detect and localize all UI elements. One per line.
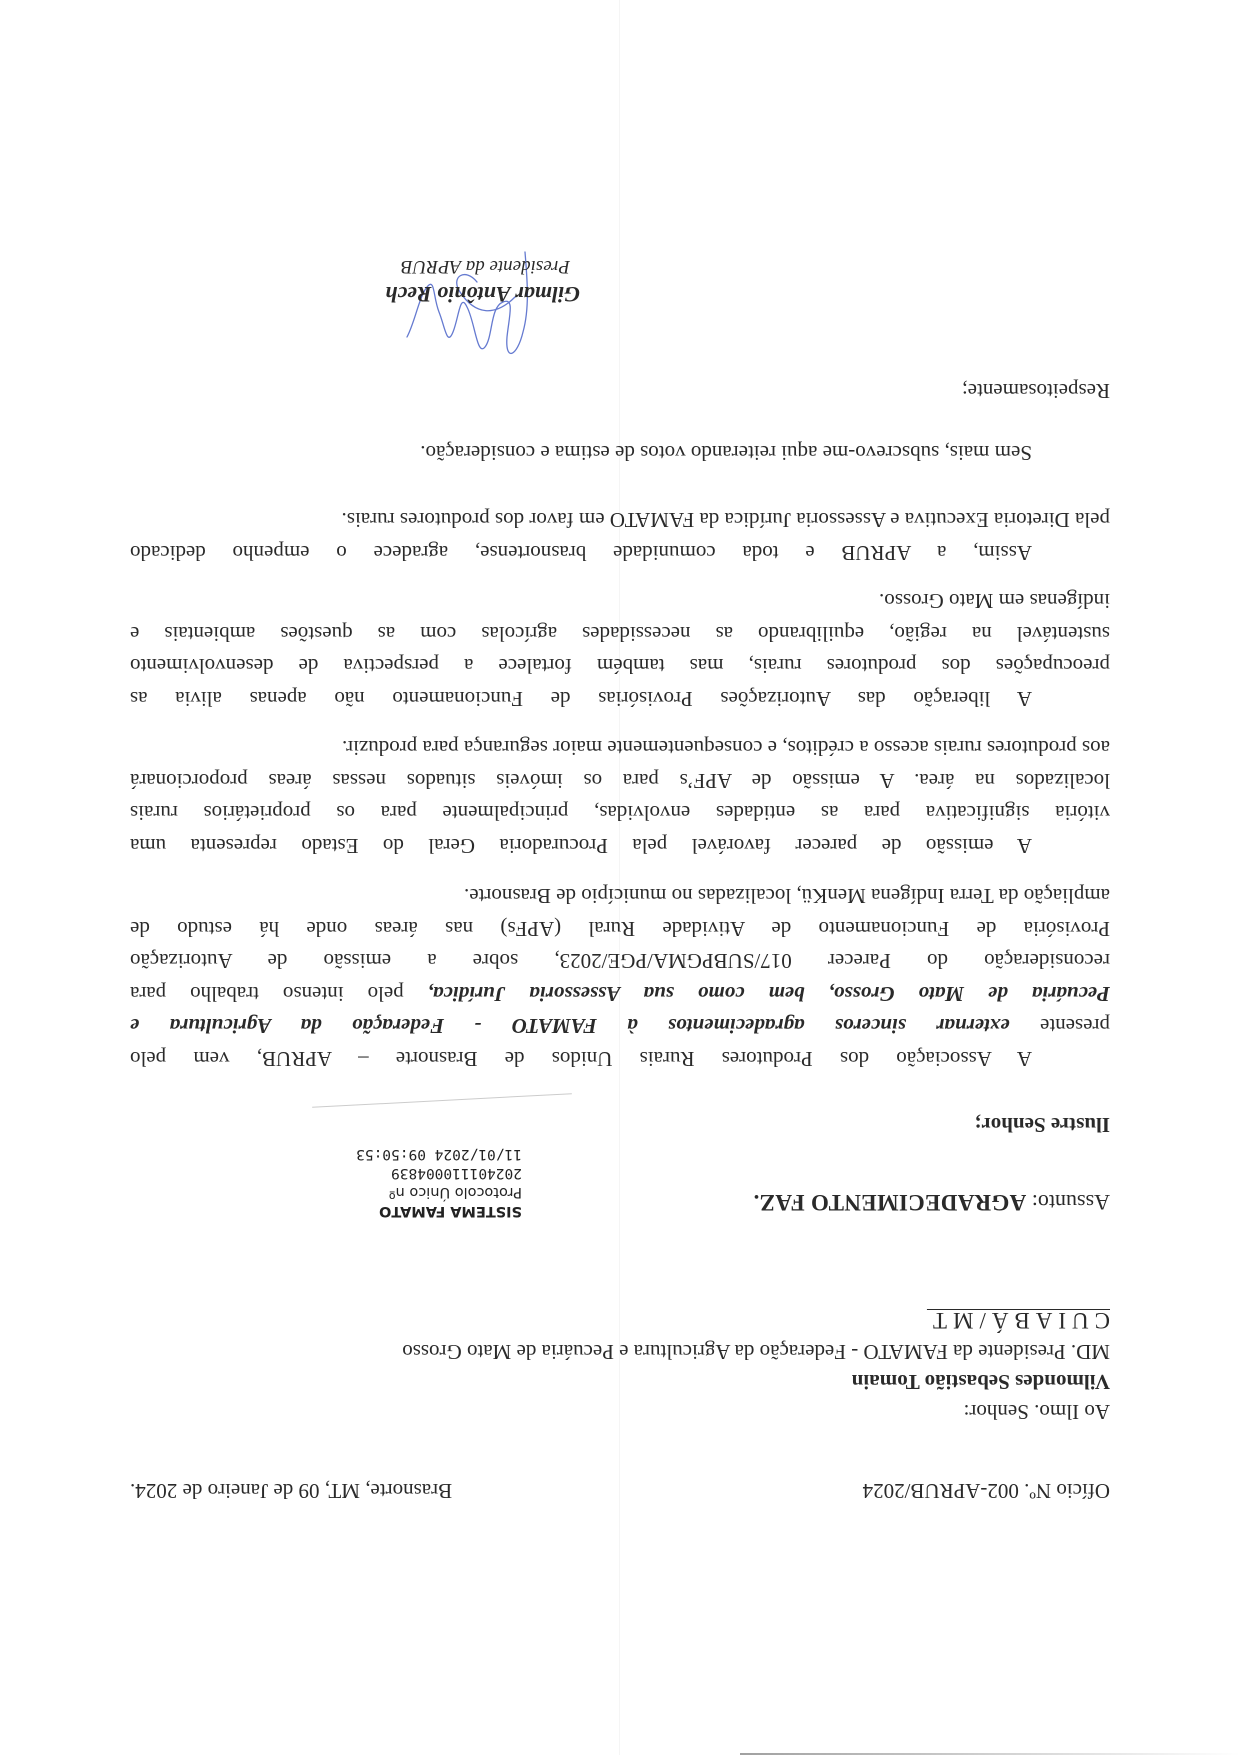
text-line: vitória significativa para as entidades envolvidas, principalmente para os proprietários rurais bbox=[130, 801, 1110, 826]
subject-label: Assunto: bbox=[1031, 1190, 1110, 1215]
recipient-name: Vilmondes Sebastião Tomain bbox=[851, 1370, 1110, 1394]
recipient-city: CUIABÁ/MT bbox=[926, 1308, 1110, 1333]
salutation: Ilustre Senhor; bbox=[974, 1113, 1110, 1137]
text-line: A emissão de parecer favorável pela Procuradoria Geral do Estado representa uma bbox=[130, 834, 1032, 858]
signatory-title: Presidente da APRUB bbox=[401, 256, 570, 277]
stamp-label: Protocolo Único nº bbox=[388, 1184, 522, 1200]
place-date: Brasnorte, MT, 09 de Janeiro de 2024. bbox=[130, 1479, 453, 1503]
text-line: Pecuária de Mato Grosso, bem como sua Assessoria Jurídica, pelo intenso trabalho para bbox=[130, 982, 1110, 1006]
text-line: Assim, a APRUB e toda comunidade brasnortense, agradece o empenho dedicado bbox=[130, 541, 1032, 565]
subject-value: AGRADECIMENTO FAZ. bbox=[753, 1190, 1027, 1215]
text-line: A liberação das Autorizações Provisórias de Funcionamento não apenas alivia as bbox=[130, 687, 1032, 711]
text-line: ampliação da Terra Indígena MenKü, localizadas no município de Brasnorte. bbox=[464, 884, 1110, 909]
text-line: aos produtores rurais acesso a créditos, e consequentemente maior segurança para produzir. bbox=[342, 736, 1110, 761]
text-line: reconsideração do Parecer 017/SUBPGMA/PGE/2023, sobre a emissão de Autorização bbox=[130, 949, 1110, 974]
reference-number: Ofício Nº. 002-APRUB/2024 bbox=[862, 1479, 1110, 1503]
text-line: A Associação dos Produtores Rurais Unidos de Brasnorte – APRUB, vem pelo bbox=[130, 1047, 1032, 1071]
text-line: localizados na área. A emissão de APF’s para os imóveis situados nessas áreas proporcionará bbox=[130, 769, 1110, 793]
stamp-title: SISTEMA FAMATO bbox=[379, 1203, 522, 1219]
text-line: preocupações dos produtores rurais, mas também fortalece a perspectiva de desenvolvimento bbox=[130, 654, 1110, 679]
regards: Respeitosamente; bbox=[961, 379, 1110, 403]
recipient-role: MD. Presidente da FAMATO - Federação da Agricultura e Pecuária de Mato Grosso bbox=[402, 1340, 1110, 1364]
text-line: pela Diretoria Executiva e Assessoria Jurídica da FAMATO em favor dos produtores rurais. bbox=[341, 508, 1110, 533]
recipient-salutation-line: Ao Ilmo. Senhor: bbox=[963, 1400, 1110, 1424]
text-line: Provisória de Funcionamento de Atividade Rural (APFs) nas áreas onde há estudo de bbox=[130, 917, 1110, 941]
stamp-datetime: 11/01/2024 09:50:53 bbox=[356, 1146, 522, 1162]
paragraph-4 bbox=[130, 504, 1110, 569]
text-line: indígenas em Mato Grosso. bbox=[879, 589, 1110, 614]
closing-sentence: Sem mais, subscrevo-me aqui reiterando votos de estima e consideração. bbox=[420, 441, 1032, 465]
text-line: sustentável na região, equilibrando as necessidades agrícolas com as questões ambientais e bbox=[130, 622, 1110, 646]
paragraph-2 bbox=[130, 732, 1110, 862]
letter-header bbox=[130, 1478, 1110, 1503]
signatory-name: Gilmar Antônio Rech bbox=[385, 282, 580, 307]
text-line: presente externar sinceros agradecimentos à FAMATO - Federação da Agricultura e bbox=[129, 1014, 1110, 1039]
faint-rule bbox=[312, 1093, 572, 1108]
subject-line bbox=[753, 1189, 1110, 1215]
paragraph-3 bbox=[130, 585, 1110, 715]
protocol-stamp bbox=[356, 1144, 522, 1220]
paragraph-1 bbox=[130, 880, 1110, 1075]
stamp-number: 202401110004839 bbox=[391, 1165, 522, 1181]
